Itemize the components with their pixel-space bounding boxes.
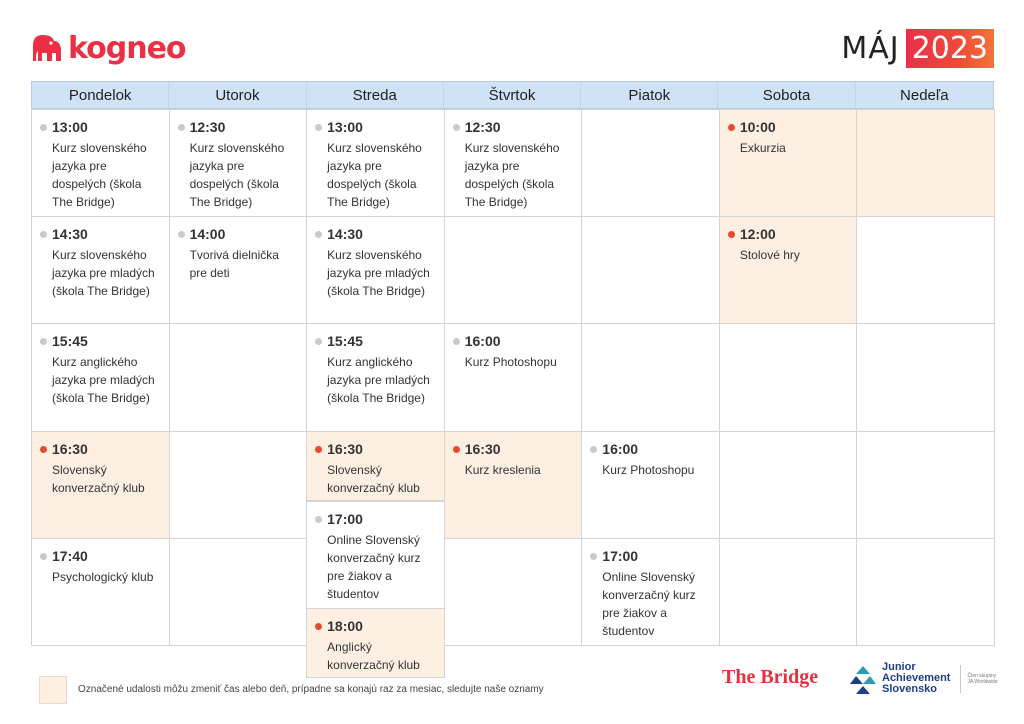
event-time: 15:45 <box>327 333 363 350</box>
calendar-cell <box>31 431 170 539</box>
calendar-event <box>32 539 169 586</box>
calendar-event <box>307 609 444 674</box>
event-time: 18:00 <box>327 617 363 634</box>
event-title: Kurz anglického jazyka pre mladých (škola The Bridge) <box>327 355 430 406</box>
event-time: 13:00 <box>327 119 363 135</box>
calendar-cell <box>31 109 170 217</box>
dot-icon <box>315 231 322 238</box>
calendar-cell <box>31 216 170 324</box>
calendar-cell-extra <box>306 608 445 678</box>
event-title: Kurz slovenského jazyka pre dospelých (škola The Bridge) <box>52 141 147 209</box>
calendar-cell <box>719 538 858 646</box>
calendar-cell <box>31 538 170 646</box>
kogneo-logo <box>30 28 186 68</box>
event-time: 17:00 <box>327 510 363 527</box>
ja-name <box>882 662 950 695</box>
legend-swatch <box>39 676 67 704</box>
calendar-event <box>307 502 444 603</box>
calendar-cell <box>581 538 720 646</box>
ja-line-3: Slovensko <box>882 683 938 695</box>
dot-icon <box>590 446 597 453</box>
ja-line-1: Junior <box>882 661 916 673</box>
calendar-cell <box>856 109 995 217</box>
dot-icon <box>453 338 460 345</box>
ja-subtitle: Člen skupiny JA Worldwide <box>967 672 998 685</box>
calendar-cell <box>719 431 858 539</box>
marked-dot-icon <box>315 623 322 630</box>
calendar-cell <box>444 216 583 324</box>
marked-dot-icon <box>728 124 735 131</box>
event-title: Tvorivá dielnička pre deti <box>189 248 279 281</box>
calendar-cell <box>856 431 995 539</box>
ja-line-2: Achievement <box>882 672 951 684</box>
calendar-cell <box>581 323 720 431</box>
calendar-event <box>170 110 307 211</box>
event-time: 13:00 <box>52 119 88 135</box>
calendar-cell <box>444 431 583 539</box>
calendar-event <box>307 110 444 211</box>
calendar-event <box>170 217 307 282</box>
calendar-event <box>720 110 857 157</box>
month-heading <box>841 29 994 68</box>
dot-icon <box>315 338 322 345</box>
calendar-cell <box>581 109 720 217</box>
calendar-event <box>445 324 582 371</box>
calendar-event <box>307 217 444 300</box>
dot-icon <box>40 553 47 560</box>
event-time: 16:30 <box>327 440 363 457</box>
event-title: Anglický konverzačný klub <box>327 639 420 672</box>
weekday-header <box>31 81 994 109</box>
event-title: Kurz slovenského jazyka pre dospelých (škola The Bridge) <box>327 141 422 209</box>
event-title: Kurz slovenského jazyka pre mladých (škola The Bridge) <box>52 248 155 299</box>
calendar-event <box>445 432 582 479</box>
calendar-cell <box>581 216 720 324</box>
event-time: 14:30 <box>52 226 88 243</box>
event-time: 16:30 <box>52 440 88 457</box>
calendar-cell <box>306 109 445 217</box>
brand-name: kogneo <box>68 30 186 66</box>
calendar-event <box>32 324 169 407</box>
dot-icon <box>453 124 460 131</box>
event-title: Exkurzia <box>739 141 786 155</box>
junior-achievement-logo <box>850 662 999 695</box>
dot-icon <box>40 231 47 238</box>
calendar-event <box>32 217 169 300</box>
dot-icon <box>178 124 185 131</box>
event-time: 17:40 <box>52 547 88 564</box>
event-time: 17:00 <box>602 547 639 564</box>
calendar-cell <box>856 216 995 324</box>
weekday-nedela: Nedeľa <box>900 87 949 104</box>
event-time: 10:00 <box>739 119 776 135</box>
calendar-event <box>582 539 719 640</box>
event-title: Kurz Photoshopu <box>602 462 695 477</box>
calendar-cell <box>719 323 858 431</box>
weekday-stvrtok: Štvrtok <box>444 82 581 108</box>
calendar-event <box>582 432 719 479</box>
event-time: 14:30 <box>327 226 363 243</box>
calendar-event <box>32 110 169 211</box>
calendar-event <box>445 110 582 211</box>
calendar-cell <box>444 109 583 217</box>
legend-note: Označené udalosti môžu zmeniť čas alebo deň, prípadne sa konajú raz za mesiac, sledujte naše oznamy <box>78 684 544 695</box>
event-title: Kurz anglického jazyka pre mladých (škola The Bridge) <box>52 355 155 406</box>
event-time: 16:30 <box>464 440 501 457</box>
weekday-pondelok: Pondelok <box>32 82 169 108</box>
calendar-cell <box>444 538 583 646</box>
event-time: 14:00 <box>189 226 226 243</box>
calendar-cell <box>444 323 583 431</box>
event-title: Kurz slovenského jazyka pre dospelých (škola The Bridge) <box>464 141 560 209</box>
calendar-cell <box>719 109 858 217</box>
weekday-piatok: Piatok <box>581 82 718 108</box>
calendar-cell <box>306 431 445 501</box>
weekday-streda: Streda <box>307 82 444 108</box>
calendar-cell <box>169 323 308 431</box>
marked-dot-icon <box>453 446 460 453</box>
calendar-event <box>307 432 444 497</box>
event-title: Online Slovenský konverzačný kurz pre žiakov a študentov <box>602 569 696 638</box>
year-badge: 2023 <box>906 29 994 68</box>
event-title: Kurz slovenského jazyka pre dospelých (škola The Bridge) <box>189 141 285 209</box>
calendar-cell <box>169 109 308 217</box>
ja-divider <box>960 665 961 693</box>
dot-icon <box>40 124 47 131</box>
calendar-cell <box>719 216 858 324</box>
event-title: Psychologický klub <box>52 569 154 584</box>
calendar-cell <box>31 323 170 431</box>
calendar-event <box>32 432 169 497</box>
ja-triangles-icon <box>850 664 876 694</box>
elephant-icon <box>30 33 64 63</box>
marked-dot-icon <box>728 231 735 238</box>
event-title: Stolové hry <box>739 248 800 263</box>
event-time: 16:00 <box>464 333 501 350</box>
calendar-cell <box>169 216 308 324</box>
event-title: Slovenský konverzačný klub <box>52 462 145 495</box>
event-time: 12:00 <box>739 226 776 243</box>
event-time: 15:45 <box>52 333 88 350</box>
event-time: 12:30 <box>189 119 226 135</box>
dot-icon <box>590 553 597 560</box>
dot-icon <box>315 124 322 131</box>
marked-dot-icon <box>315 446 322 453</box>
calendar-cell <box>169 538 308 646</box>
event-title: Kurz slovenského jazyka pre mladých (škola The Bridge) <box>327 248 430 299</box>
calendar-event <box>307 324 444 407</box>
dot-icon <box>40 338 47 345</box>
dot-icon <box>315 516 322 523</box>
month-name: MÁJ <box>841 31 900 66</box>
calendar-event <box>720 217 857 264</box>
calendar-cell <box>856 538 995 646</box>
calendar-cell <box>581 431 720 539</box>
calendar-cell <box>306 216 445 324</box>
event-title: Slovenský konverzačný klub <box>327 462 420 495</box>
marked-dot-icon <box>40 446 47 453</box>
event-time: 16:00 <box>602 440 639 457</box>
event-title: Kurz Photoshopu <box>464 355 557 370</box>
event-title: Kurz kreslenia <box>464 462 541 477</box>
calendar-cell <box>306 323 445 431</box>
calendar-cell <box>169 431 308 539</box>
calendar-cell <box>856 323 995 431</box>
dot-icon <box>178 231 185 238</box>
weekday-utorok: Utorok <box>169 82 306 108</box>
event-title: Online Slovenský konverzačný kurz pre žiakov a študentov <box>327 532 421 601</box>
event-time: 12:30 <box>464 119 501 135</box>
weekday-sobota: Sobota <box>718 82 855 108</box>
the-bridge-logo: The Bridge <box>722 666 819 688</box>
